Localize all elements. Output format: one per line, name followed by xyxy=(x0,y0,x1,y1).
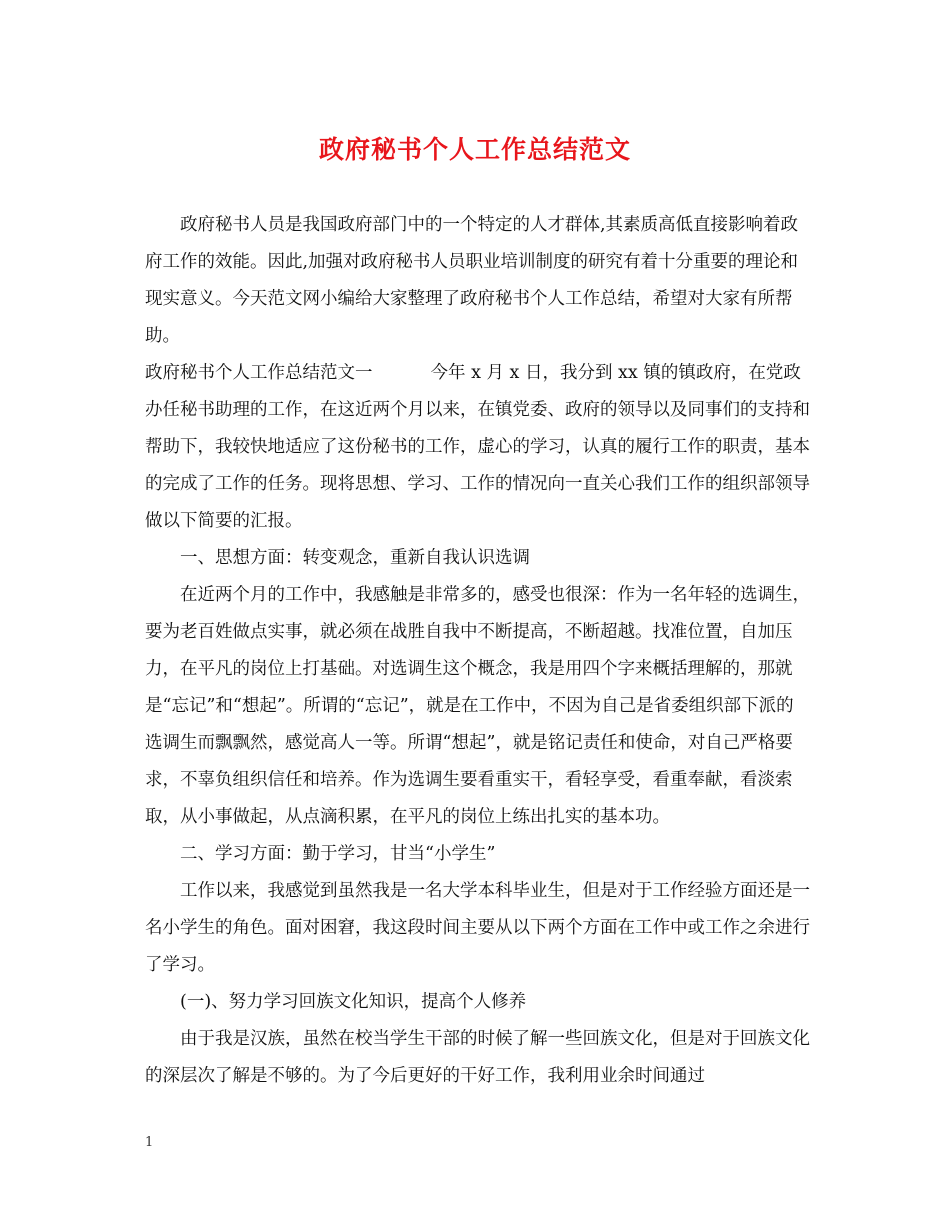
section-one-paragraph xyxy=(145,355,811,540)
culture-paragraph: 由于我是汉族，虽然在校当学生干部的时候了解一些回族文化，但是对于回族文化的深层次了解是不够的。为了今后更好的干好工作，我利用业余时间通过 xyxy=(145,1029,810,1086)
document-body xyxy=(145,207,811,1095)
study-paragraph: 工作以来，我感觉到虽然我是一名大学本科毕业生，但是对于工作经验方面还是一名小学生的角色。面对困窘，我这段时间主要从以下两个方面在工作中或工作之余进行了学习。 xyxy=(145,881,810,975)
page-number: 1 xyxy=(145,1135,154,1150)
heading-study: 二、学习方面：勤于学习，甘当“小学生” xyxy=(180,844,496,864)
section-one-label: 政府秘书个人工作总结范文一 xyxy=(145,363,373,383)
section-one-text: 今年 x 月 x 日，我分到 xx 镇的镇政府，在党政办任秘书助理的工作，在这近两个月以来，在镇党委、政府的领导以及同事们的支持和帮助下，我较快地适应了这份秘书的工作，虚心的学习，认真的履行工作的职责，基本的完成了工作的任务。现将思想、学习、工作的情况向一直关心我们工作的组织部领导做以下简要的汇报。 xyxy=(145,363,810,531)
thought-paragraph: 在近两个月的工作中，我感触是非常多的，感受也很深：作为一名年轻的选调生，要为老百姓做点实事，就必须在战胜自我中不断提高，不断超越。找准位置，自加压力，在平凡的岗位上打基础。对选调生这个概念，我是用四个字来概括理解的，那就是“忘记”和“想起”。所谓的“忘记”，就是在工作中，不因为自己是省委组织部下派的选调生而飘飘然，感觉高人一等。所谓“想起”，就是铭记责任和使命，对自己严格要求，不辜负组织信任和培养。作为选调生要看重实干，看轻享受，看重奉献，看淡索取，从小事做起，从点滴积累，在平凡的岗位上练出扎实的基本功。 xyxy=(145,585,810,827)
document-title: 政府秘书个人工作总结范文 xyxy=(318,135,631,164)
heading-thought: 一、思想方面：转变观念，重新自我认识选调 xyxy=(180,548,530,568)
intro-paragraph: 政府秘书人员是我国政府部门中的一个特定的人才群体,其素质高低直接影响着政府工作的效能。因此,加强对政府秘书人员职业培训制度的研究有着十分重要的理论和现实意义。今天范文网小编给大家整理了政府秘书个人工作总结，希望对大家有所帮助。 xyxy=(145,215,799,346)
heading-culture: (一)、努力学习回族文化知识，提高个人修养 xyxy=(180,992,527,1012)
